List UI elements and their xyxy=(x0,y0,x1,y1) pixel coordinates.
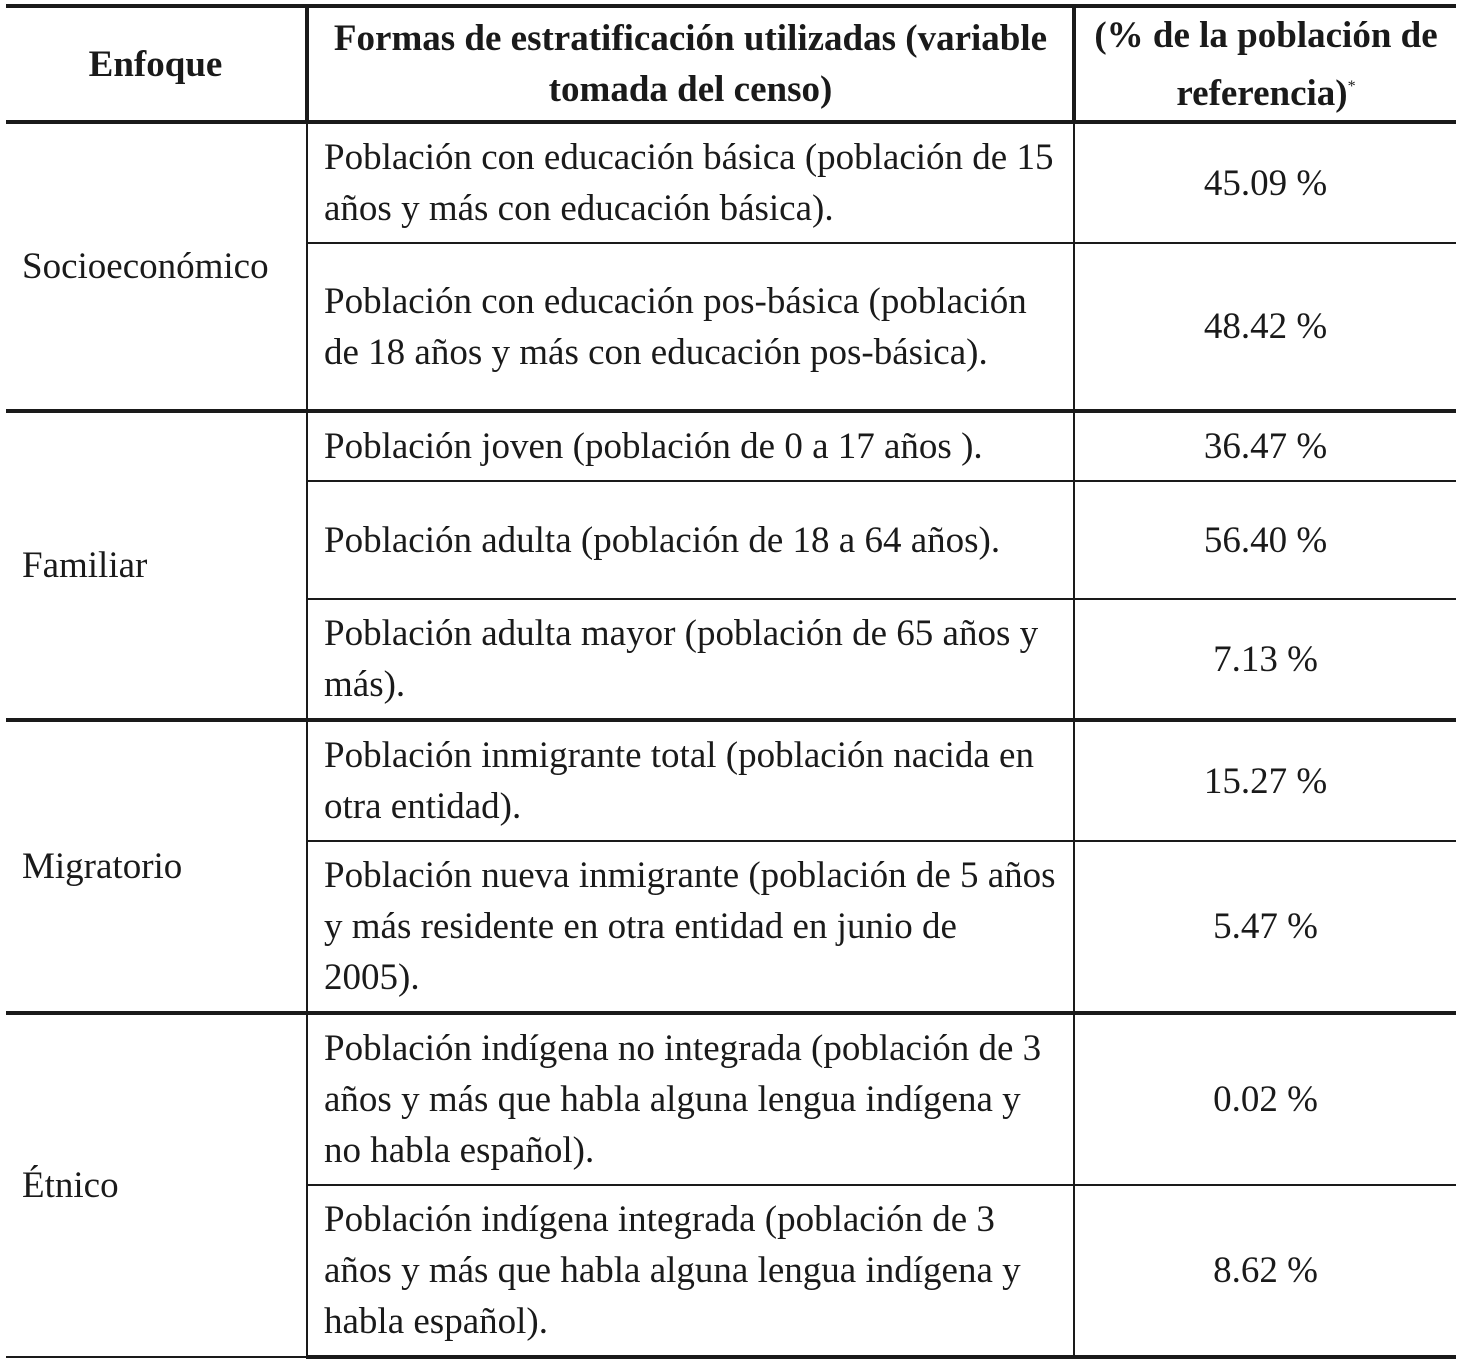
forma-cell: Población indígena no integrada (población de 3 años y más que habla alguna lengua indígena y no habla español). xyxy=(307,1013,1074,1185)
table-row xyxy=(6,411,1456,481)
enfoque-cell-etnico: Étnico xyxy=(6,1013,307,1357)
percentage-cell: 48.42 % xyxy=(1074,243,1456,411)
enfoque-cell-migratorio: Migratorio xyxy=(6,720,307,1013)
forma-cell: Población nueva inmigrante (población de 5 años y más residente en otra entidad en junio de 2005). xyxy=(307,841,1074,1013)
table-header xyxy=(6,6,1456,122)
table-body xyxy=(6,122,1456,1357)
percentage-cell: 45.09 % xyxy=(1074,122,1456,243)
header-row xyxy=(6,6,1456,122)
forma-cell: Población adulta mayor (población de 65 años y más). xyxy=(307,599,1074,720)
table-row xyxy=(6,1013,1456,1185)
header-enfoque: Enfoque xyxy=(6,6,307,122)
forma-cell: Población inmigrante total (población nacida en otra entidad). xyxy=(307,720,1074,841)
header-porcentaje xyxy=(1074,6,1456,122)
header-porcentaje-text: (% de la población de referencia) xyxy=(1094,14,1438,114)
enfoque-cell-socioeconomico: Socioeconómico xyxy=(6,122,307,411)
footnote-marker: * xyxy=(1347,77,1356,95)
percentage-cell: 8.62 % xyxy=(1074,1185,1456,1357)
enfoque-cell-familiar: Familiar xyxy=(6,411,307,720)
forma-cell: Población indígena integrada (población de 3 años y más que habla alguna lengua indígena y habla español). xyxy=(307,1185,1074,1357)
forma-cell: Población joven (población de 0 a 17 años ). xyxy=(307,411,1074,481)
table-row xyxy=(6,122,1456,243)
forma-cell: Población con educación básica (población de 15 años y más con educación básica). xyxy=(307,122,1074,243)
stratification-table xyxy=(6,4,1456,1359)
percentage-cell: 56.40 % xyxy=(1074,481,1456,599)
forma-cell: Población con educación pos-básica (población de 18 años y más con educación pos-básica). xyxy=(307,243,1074,411)
forma-cell: Población adulta (población de 18 a 64 años). xyxy=(307,481,1074,599)
percentage-cell: 36.47 % xyxy=(1074,411,1456,481)
percentage-cell: 5.47 % xyxy=(1074,841,1456,1013)
header-formas: Formas de estratificación utilizadas (variable tomada del censo) xyxy=(307,6,1074,122)
percentage-cell: 0.02 % xyxy=(1074,1013,1456,1185)
percentage-cell: 7.13 % xyxy=(1074,599,1456,720)
table-row xyxy=(6,720,1456,841)
percentage-cell: 15.27 % xyxy=(1074,720,1456,841)
